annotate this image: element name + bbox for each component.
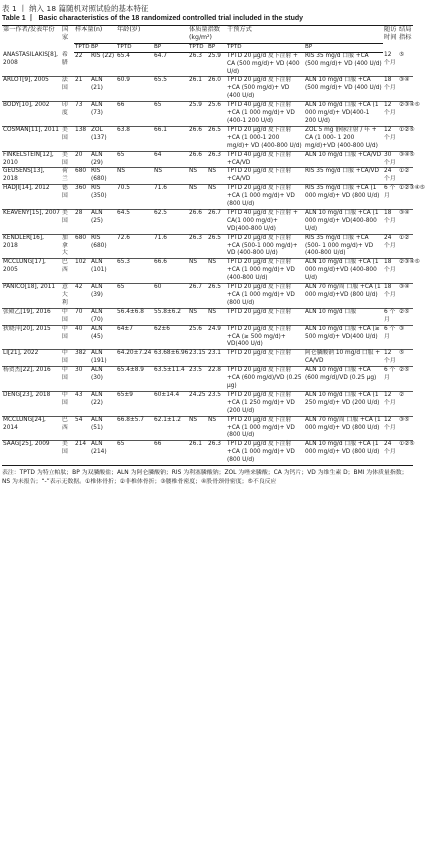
cell-country: 美国 [61,151,74,168]
cell-intervention-tptd: TPTD 20 µg/d 皮下注射 +CA (600 mg/d)/VD (0.25 µg) [226,367,304,392]
header-outcome: 结局指标 [398,26,413,53]
cell-intervention-tptd: TPTD 20 µg/d 皮下注射 +CA (1 250 mg/d)+ VD (200 U/d) [226,391,304,416]
cell-country: 法国 [61,77,74,102]
cell-age-tptd: 65 [116,284,153,309]
cell-bmi-bp: 26.5 [207,234,226,259]
cell-bmi-tptd: 26.1 [188,441,207,466]
cell-sample-tptd: 73 [74,102,90,127]
cell-country: 加拿大 [61,234,74,259]
cell-outcome: ②⑤ [398,367,413,392]
cell-intervention-bp: ZOL 5 mg 静脉注射 / 年 + CA (1 000- 1 200 mg/d)+VD (400-800 U/d) [304,126,383,151]
cell-intervention-bp: RIS 35 mg/d 口服 +CA (500 mg/d)+ VD (400 U/d) [304,52,383,77]
cell-sample-tptd: 680 [74,234,90,259]
table-row [2,126,413,151]
cell-sample-bp: RIS (680) [90,168,116,185]
table-row [2,234,413,259]
table-row [2,391,413,416]
cell-intervention-bp: ALN 10 mg/d 口服 +CA (1 250 mg/d)+ VD (200 U/d) [304,391,383,416]
cell-outcome: ③④ [398,77,413,102]
cell-age-tptd: 65.4 [116,52,153,77]
cell-follow-up: 12 个月 [383,102,398,127]
cell-intervention-bp: ALN 10 mg/d 口服 [304,308,383,325]
cell-bmi-tptd: NS [188,308,207,325]
cell-author: 杨贺杰[22], 2016 [2,367,61,392]
cell-follow-up: 24 个月 [383,441,398,466]
cell-country: 希腊 [61,52,74,77]
cell-bmi-bp: 23.1 [207,350,226,367]
cell-sample-tptd: 22 [74,52,90,77]
cell-age-bp: 66.6 [153,259,188,284]
cell-age-bp: 62.1±1.2 [153,416,188,441]
cell-follow-up: 24 个月 [383,168,398,185]
table-caption-en [2,14,413,23]
cell-sample-bp: RIS (350) [90,185,116,210]
cell-follow-up: 6 个月 [383,367,398,392]
cell-follow-up: 12 个月 [383,52,398,77]
cell-outcome: ①②⑤ [398,441,413,466]
cell-outcome: ③ [398,325,413,350]
cell-sample-bp: ALN (214) [90,441,116,466]
cell-outcome: ②⑤ [398,308,413,325]
cell-age-bp: 65 [153,102,188,127]
subheader-age-tptd: TPTD [116,43,153,52]
cell-age-tptd: 65±9 [116,391,153,416]
cell-bmi-tptd: 25.9 [188,102,207,127]
cell-sample-bp: ALN (191) [90,350,116,367]
cell-intervention-tptd: TPTD 20 µg/d 皮下注射 +CA (500-1 000 mg/d)+ VD (400-800 U/d) [226,234,304,259]
cell-country: 中国 [61,308,74,325]
cell-age-tptd: 70.5 [116,185,153,210]
cell-bmi-bp: NS [207,168,226,185]
table-row [2,209,413,234]
cell-bmi-bp: NS [207,185,226,210]
cell-author: ARLOT[9], 2005 [2,77,61,102]
cell-country: 巴西 [61,416,74,441]
cell-sample-tptd: 102 [74,259,90,284]
cell-outcome: ②③④⑤ [398,102,413,127]
cell-follow-up: 6 个月 [383,325,398,350]
cell-bmi-tptd: NS [188,185,207,210]
cell-age-bp: 65.5 [153,77,188,102]
cell-sample-bp: ALN (25) [90,209,116,234]
cell-bmi-bp: 26.5 [207,284,226,309]
cell-age-bp: 71.6 [153,234,188,259]
cell-intervention-tptd: TPTD 20 µg/d 皮下注射 +CA (≥ 500 mg/d)+ VD(400 U/d) [226,325,304,350]
cell-bmi-tptd: 26.3 [188,52,207,77]
cell-sample-tptd: 382 [74,350,90,367]
cell-intervention-tptd: TPTD 40 µg/d 皮下注射 + CA(1 000 mg/d)+ VD(400-800 U/d) [226,209,304,234]
cell-intervention-bp: ALN 10 mg/d 口服 +CA (1 000 mg/d)+VD (400-800 U/d) [304,259,383,284]
cell-bmi-tptd: 24.25 [188,391,207,416]
table-caption-en-tag: Table 1 丨 [2,15,35,22]
cell-follow-up: 12 个月 [383,126,398,151]
table-row [2,185,413,210]
cell-author: MCCLUNG[24], 2014 [2,416,61,441]
cell-sample-tptd: 54 [74,416,90,441]
cell-age-tptd: 56.4±6.8 [116,308,153,325]
subheader-age-bp: BP [153,43,188,52]
cell-bmi-tptd: 23.15 [188,350,207,367]
cell-bmi-tptd: 26.6 [188,126,207,151]
cell-age-bp: 55.8±6.2 [153,308,188,325]
cell-age-tptd: 65.3 [116,259,153,284]
characteristics-table [2,25,425,466]
cell-follow-up: 18 个月 [383,77,398,102]
cell-bmi-bp: 23.5 [207,391,226,416]
cell-age-bp: NS [153,168,188,185]
cell-bmi-bp: NS [207,416,226,441]
cell-intervention-bp: ALN 70 mg/周 口服 +CA (1 000 mg/d)+VD (800 U/d) [304,284,383,309]
cell-sample-tptd: 42 [74,284,90,309]
cell-intervention-tptd: TPTD 20 µg/d 皮下注射 [226,350,304,367]
table-row [2,367,413,392]
cell-sample-bp: ALN (29) [90,151,116,168]
cell-outcome: ①②⑤ [398,126,413,151]
cell-country: 中国 [61,391,74,416]
cell-bmi-tptd: 25.6 [188,325,207,350]
cell-sample-bp: ALN (73) [90,102,116,127]
cell-author: DENG[23], 2018 [2,391,61,416]
cell-age-tptd: 65 [116,151,153,168]
cell-bmi-bp: 26.5 [207,126,226,151]
cell-follow-up: 12 个月 [383,391,398,416]
cell-sample-tptd: 21 [74,77,90,102]
subheader-intervention-tptd: TPTD [226,43,304,52]
cell-age-tptd: NS [116,168,153,185]
table-row [2,416,413,441]
cell-author: 张殿乙[19], 2016 [2,308,61,325]
header-author: 第一作者/发表年份 [2,26,61,53]
cell-follow-up: 18 个月 [383,259,398,284]
cell-age-tptd: 64±7 [116,325,153,350]
cell-intervention-bp: RIS 35 mg/d 口服 +CA (1 000 mg/d)+ VD (800 U/d) [304,185,383,210]
cell-sample-bp: ALN (51) [90,416,116,441]
cell-intervention-tptd: TPTD 40 µg/d 皮下注射 +CA (1 000 mg/d)+ VD (400-1 200 U/d) [226,102,304,127]
cell-age-bp: 60 [153,284,188,309]
subheader-sample-tptd: TPTD [74,43,90,52]
cell-follow-up: 12 个月 [383,350,398,367]
cell-author: GEUSENS[13], 2018 [2,168,61,185]
cell-bmi-tptd: 26.6 [188,151,207,168]
cell-age-bp: 62±6 [153,325,188,350]
cell-country: 中国 [61,325,74,350]
subheader-bmi-tptd: TPTD [188,43,207,52]
cell-follow-up: 12 个月 [383,416,398,441]
cell-sample-tptd: 43 [74,391,90,416]
cell-age-tptd: 64.5 [116,209,153,234]
cell-age-tptd: 66.8±5.7 [116,416,153,441]
cell-bmi-tptd: 26.1 [188,77,207,102]
cell-sample-bp: ZOL (137) [90,126,116,151]
header-intervention: 干预方式 [226,26,383,44]
cell-sample-tptd: 680 [74,168,90,185]
cell-author: 狄晓萍[20], 2015 [2,325,61,350]
cell-outcome: ⑤ [398,350,413,367]
header-sample: 样本量(n) [74,26,116,44]
cell-sample-bp: ALN (21) [90,77,116,102]
cell-intervention-tptd: TPTD 20 µg/d 皮下注射 +CA/VD [226,168,304,185]
cell-age-bp: 64 [153,151,188,168]
header-follow-up: 随访时间 [383,26,398,53]
cell-country: 巴西 [61,259,74,284]
cell-bmi-bp: 26.3 [207,441,226,466]
cell-intervention-bp: ALN 10 mg/d 口服 +CA (≥ 500 mg/d)+ VD(400 U/d) [304,325,383,350]
cell-intervention-bp: ALN 10 mg/d 口服 +CA (1 000 mg/d)+ VD(400-1 200 U/d) [304,102,383,127]
cell-follow-up: 30 个月 [383,151,398,168]
cell-outcome: ② [398,391,413,416]
cell-author: BODY[10], 2002 [2,102,61,127]
cell-bmi-bp: 24.9 [207,325,226,350]
cell-sample-tptd: 40 [74,325,90,350]
cell-author: LI[21], 2022 [2,350,61,367]
table-row [2,259,413,284]
cell-author: FINKELSTEIN[12], 2010 [2,151,61,168]
cell-intervention-tptd: TPTD 40 µg/d 皮下注射 +CA/VD [226,151,304,168]
cell-sample-bp: ALN (30) [90,367,116,392]
subheader-sample-bp: BP [90,43,116,52]
table-row [2,325,413,350]
cell-intervention-bp: ALN 10 mg/d 口服 +CA (1 000 mg/d)+ VD (800 U/d) [304,441,383,466]
cell-age-bp: 66.1 [153,126,188,151]
cell-outcome: ①② [398,234,413,259]
cell-intervention-bp: ALN 10 mg/d 口服 +CA (600 mg/d)/VD (0.25 µg) [304,367,383,392]
cell-intervention-tptd: TPTD 20 µg/d 皮下注射 +CA (1 000 mg/d)+ VD (800 U/d) [226,284,304,309]
subheader-intervention-bp: BP [304,43,383,52]
cell-bmi-bp: 25.9 [207,52,226,77]
table-row [2,151,413,168]
cell-sample-tptd: 30 [74,367,90,392]
cell-bmi-tptd: NS [188,168,207,185]
cell-intervention-bp: RIS 35 mg/d 口服 +CA/VD [304,168,383,185]
cell-author: ANASTASILAKIS[8], 2008 [2,52,61,77]
cell-country: 德国 [61,185,74,210]
cell-bmi-bp: 25.6 [207,102,226,127]
cell-outcome: ①② [398,168,413,185]
cell-age-tptd: 63.8 [116,126,153,151]
cell-author: KENDLER[16], 2018 [2,234,61,259]
cell-age-tptd: 65.4±8.9 [116,367,153,392]
cell-intervention-tptd: TPTD 20 µg/d 皮下注射 + CA (500 mg/d)+ VD (400 U/d) [226,52,304,77]
cell-age-tptd: 66 [116,102,153,127]
cell-sample-bp: ALN (101) [90,259,116,284]
cell-age-bp: 71.6 [153,185,188,210]
cell-intervention-bp: ALN 10 mg/d 口服 +CA/VD [304,151,383,168]
cell-bmi-bp: NS [207,259,226,284]
table-row [2,284,413,309]
cell-age-tptd: 65 [116,441,153,466]
table-row [2,102,413,127]
cell-sample-bp: ALN (45) [90,325,116,350]
cell-age-tptd: 60.9 [116,77,153,102]
table-row [2,77,413,102]
cell-author: PANICO[18], 2011 [2,284,61,309]
table-row [2,168,413,185]
cell-intervention-tptd: TPTD 20 µg/d 皮下注射 +CA (500 mg/d)+ VD (400 U/d) [226,77,304,102]
cell-bmi-bp: 26.7 [207,209,226,234]
cell-country: 美国 [61,126,74,151]
cell-sample-bp: ALN (70) [90,308,116,325]
header-bmi: 体质量指数(kg/m²) [188,26,226,44]
table-row [2,350,413,367]
cell-sample-tptd: 70 [74,308,90,325]
cell-country: 印度 [61,102,74,127]
cell-sample-tptd: 20 [74,151,90,168]
table-footnote: 表注：TPTD 为特立帕肽；BP 为双膦酸盐；ALN 为阿仑膦酸钠；RIS 为利塞膦酸钠；ZOL 为唑来膦酸；CA 为钙片；VD 为维生素 D；BMI 为体质量指数；NS 为未报告；“-”表示无数据。①椎体骨折；②非椎体骨折；③腰椎骨密度；④股骨颈骨密度；⑤不良反应 [2,470,408,485]
cell-follow-up: 18 个月 [383,209,398,234]
cell-intervention-tptd: TPTD 20 µg/d 皮下注射 +CA (1 000 mg/d)+ VD (400-800 U/d) [226,259,304,284]
cell-sample-tptd: 360 [74,185,90,210]
cell-country: 中国 [61,367,74,392]
cell-sample-bp: ALN (22) [90,391,116,416]
cell-sample-bp: ALN (39) [90,284,116,309]
header-country: 国家 [61,26,74,53]
cell-country: 中国 [61,350,74,367]
cell-intervention-bp: RIS 35 mg/d 口服 +CA (500- 1 000 mg/d)+ VD (400-800 U/d) [304,234,383,259]
cell-bmi-tptd: 26.3 [188,234,207,259]
cell-outcome: ③④ [398,284,413,309]
cell-intervention-bp: ALN 10 mg/d 口服 +CA (500 mg/d)+ VD (400 U/d) [304,77,383,102]
cell-sample-bp: RIS (22) [90,52,116,77]
cell-author: SAAG[25], 2009 [2,441,61,466]
subheader-bmi-bp: BP [207,43,226,52]
cell-sample-tptd: 28 [74,209,90,234]
cell-bmi-tptd: NS [188,259,207,284]
cell-intervention-bp: ALN 10 mg/d 口服 +CA (1 000 mg/d)+ VD(400-800 U/d) [304,209,383,234]
cell-author: KEAVENY[15], 2007 [2,209,61,234]
cell-bmi-tptd: 26.6 [188,209,207,234]
cell-outcome: ③⑤ [398,416,413,441]
cell-age-bp: 66 [153,441,188,466]
cell-outcome: ②③④⑤ [398,259,413,284]
cell-intervention-tptd: TPTD 20 µg/d 皮下注射 [226,308,304,325]
cell-follow-up: 24 个月 [383,234,398,259]
cell-intervention-bp: 阿仑膦酸钠 10 mg/d 口服 + CA/VD [304,350,383,367]
table-caption-en-text: Basic characteristics of the 18 randomized controlled trial included in the study [38,15,304,22]
cell-bmi-tptd: 23.5 [188,367,207,392]
table-row [2,441,413,466]
cell-country: 美国 [61,209,74,234]
cell-age-bp: 64.7 [153,52,188,77]
cell-sample-bp: RIS (680) [90,234,116,259]
cell-bmi-bp: 26.0 [207,77,226,102]
table-row [2,52,413,77]
cell-age-tptd: 64.20±7.24 [116,350,153,367]
cell-author: MCCLUNG[17], 2005 [2,259,61,284]
cell-bmi-bp: 22.8 [207,367,226,392]
cell-bmi-bp: 26.3 [207,151,226,168]
cell-country: 美国 [61,441,74,466]
cell-intervention-tptd: TPTD 20 µg/d 皮下注射 +CA (1 000 mg/d)+ VD (800 U/d) [226,441,304,466]
cell-intervention-tptd: TPTD 20 µg/d 皮下注射 +CA (1 000-1 200 mg/d)+ VD (400-800 U/d) [226,126,304,151]
cell-bmi-tptd: 26.7 [188,284,207,309]
cell-follow-up: 18 个月 [383,284,398,309]
cell-age-tptd: 72.6 [116,234,153,259]
table-caption-cn: 表 1 丨 纳入 18 篇随机对照试验的基本特征 [2,4,149,13]
header-age: 年龄(岁) [116,26,188,44]
cell-sample-tptd: 214 [74,441,90,466]
cell-author: COSMAN[11], 2011 [2,126,61,151]
cell-outcome: ①②③④⑤ [398,185,413,210]
cell-age-bp: 62.5 [153,209,188,234]
cell-bmi-bp: NS [207,308,226,325]
cell-bmi-tptd: NS [188,416,207,441]
cell-age-bp: 63.5±11.4 [153,367,188,392]
cell-age-bp: 60±14.4 [153,391,188,416]
cell-outcome: ⑤ [398,52,413,77]
cell-intervention-bp: ALN 70 mg/周 口服 +CA (1 000 mg/d)+ VD (800 U/d) [304,416,383,441]
cell-sample-tptd: 138 [74,126,90,151]
cell-outcome: ③④ [398,209,413,234]
table-row [2,308,413,325]
cell-intervention-tptd: TPTD 20 µg/d 皮下注射 +CA (1 000 mg/d)+ VD (800 U/d) [226,416,304,441]
cell-follow-up: 6 个月 [383,308,398,325]
cell-age-bp: 63.68±6.96 [153,350,188,367]
cell-author: HADJI[14], 2012 [2,185,61,210]
cell-intervention-tptd: TPTD 20 µg/d 皮下注射 +CA (1 000 mg/d)+ VD (800 U/d) [226,185,304,210]
cell-country: 荷兰 [61,168,74,185]
cell-country: 意大利 [61,284,74,309]
cell-follow-up: 6 个月 [383,185,398,210]
cell-outcome: ③④⑤ [398,151,413,168]
